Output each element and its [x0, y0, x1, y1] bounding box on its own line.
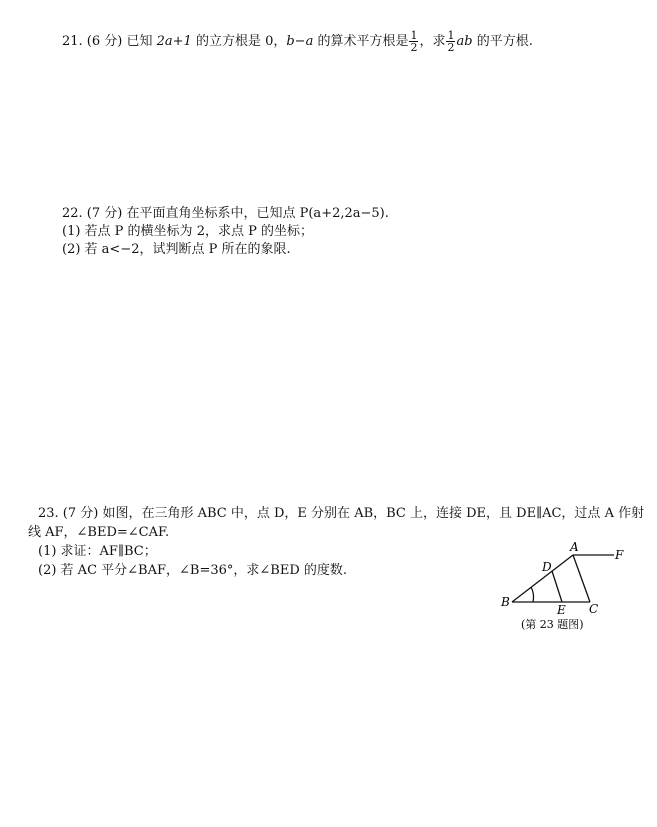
q21-expr-ab: ab: [456, 34, 473, 49]
q21-expr-2a1: 2a+1: [156, 34, 192, 49]
figure-caption: (第 23 题图): [521, 618, 584, 631]
q23-part-2: (2) 若 AC 平分∠BAF，∠B=36°，求∠BED 的度数.: [38, 563, 348, 578]
q21-fraction-half: $\frac{1}{2}$: [410, 29, 418, 54]
angle-b-mark: [531, 587, 534, 602]
q23-part-1: (1) 求证：AF∥BC；: [38, 544, 157, 559]
q21-expr-ba: b−a: [286, 34, 314, 49]
q22-part-1: (1) 若点 P 的横坐标为 2，求点 P 的坐标；: [62, 224, 313, 239]
segment-de: [552, 571, 562, 602]
label-f: F: [615, 548, 624, 562]
q22-stem: 22. (7 分) 在平面直角坐标系中，已知点 P(a+2,2a−5).: [62, 206, 389, 221]
q21-fraction-half-2: $\frac{1}{2}$: [447, 29, 455, 54]
q21-text-3: ，求: [419, 34, 446, 49]
q22-part-2: (2) 若 a<−2，试判断点 P 所在的象限.: [62, 242, 291, 257]
label-d: D: [542, 560, 552, 574]
q21-prefix: 21. (6 分) 已知: [62, 34, 157, 49]
q23-stem-line-2: 线 AF，∠BED=∠CAF.: [28, 525, 170, 540]
q21-text-2: 的算术平方根是: [313, 34, 409, 49]
q21-text-1: 的立方根是 0，: [191, 34, 287, 49]
label-b: B: [501, 595, 510, 609]
q23-stem-line-1: 23. (7 分) 如图，在三角形 ABC 中，点 D，E 分别在 AB，BC 上，连接 DE，且 DE∥AC，过点 A 作射: [38, 506, 645, 521]
segment-ac: [573, 555, 590, 602]
label-c: C: [589, 602, 599, 616]
label-e: E: [557, 603, 566, 617]
q21-text-4: 的平方根.: [472, 34, 533, 49]
label-a: A: [570, 540, 579, 554]
